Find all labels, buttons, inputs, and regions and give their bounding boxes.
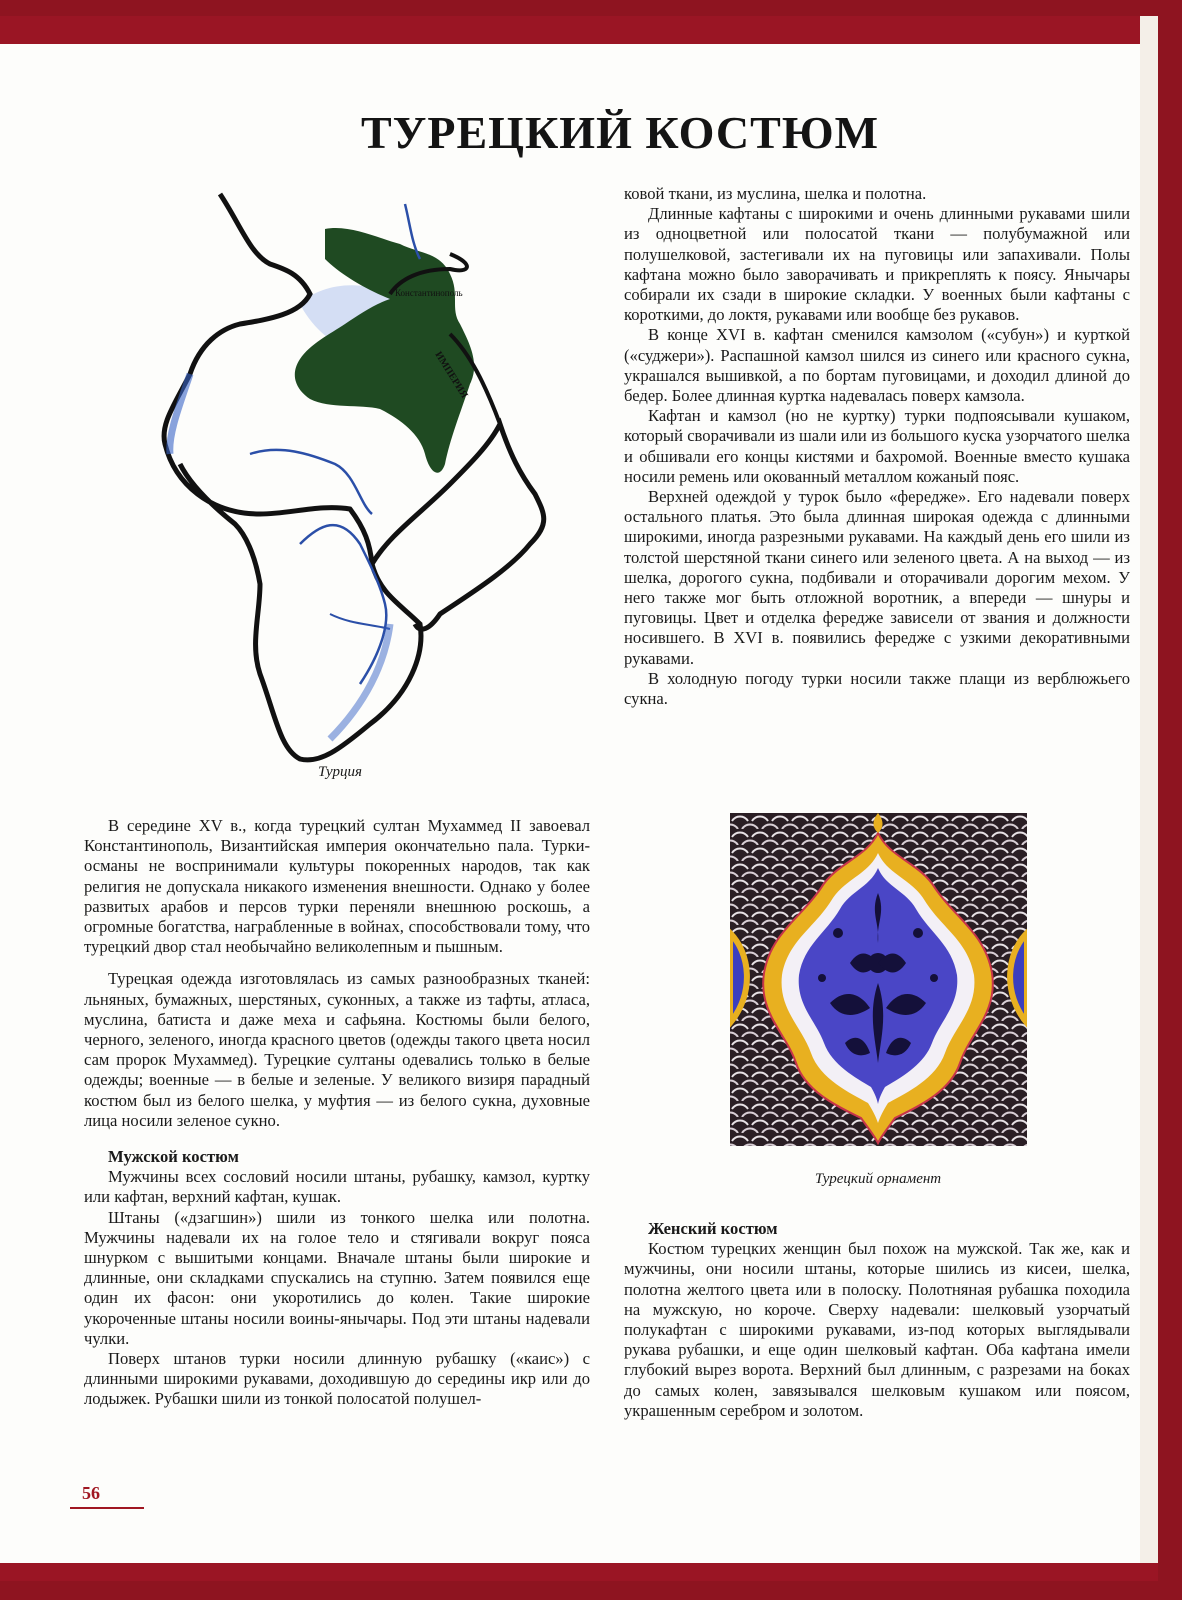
right-column <box>624 184 1130 709</box>
bottom-border <box>0 1563 1158 1581</box>
page-number-rule <box>70 1507 144 1509</box>
ornament-illustration <box>730 813 1027 1146</box>
page-title: ТУРЕЦКИЙ КОСТЮМ <box>360 107 880 158</box>
page-edge <box>1140 16 1158 1581</box>
paragraph: Турецкая одежда изготовлялась из самых разнообразных тканей: льняных, бумажных, шерстяных, суконных, а также из тафты, атласа, муслина, батиста и даже меха и сафьяна. Костюмы были белого, черного, зеленого, иногда красного цветов (одежды такого цвета носил сам пророк Мухаммед). Турецкие султаны одевались только в белые одежды; военные — в белые и зеленые. У великого визиря парадный костюм был из белого шелка, у муфтия — из белого сукна, духовные лица носили зеленое сукно. <box>84 969 590 1130</box>
women-section <box>624 1219 1130 1421</box>
paragraph: В конце XVI в. кафтан сменился камзолом («субун») и курткой («суджери»). Распашной камзол шился из синего или красного сукна, украшался вышивкой, а по бортам пуговицами, и доходил длиной до бедер. Более длинная куртка надевалась поверх камзола. <box>624 325 1130 406</box>
paragraph: В середине XV в., когда турецкий султан Мухаммед II завоевал Константинополь, Византийская империя окончательно пала. Турки-османы не воспринимали культуры покоренных народов, так как религия не допускала никакого изменения внешности. Однако у более развитых арабов и персов турки переняли внешнюю роскошь, а огромные богатства, награбленные в войнах, способствовали тому, что турецкий двор стал необычайно великолепным и пышным. <box>84 816 590 957</box>
paragraph: Мужчины всех сословий носили штаны, рубашку, камзол, куртку или кафтан, верхний кафтан, кушак. <box>84 1167 590 1207</box>
top-border <box>0 16 1158 44</box>
paragraph: ковой ткани, из муслина, шелка и полотна. <box>624 184 927 203</box>
paragraph: Штаны («дзагшин») шили из тонкого шелка или полотна. Мужчины надевали их на голое тело и стягивали вокруг пояса шнурком с вышитыми концами. Вначале штаны были широкие и длинные, они складками спускались на ступню. Затем появился еще один их фасон: они укоротились до колен. Такие широкие укороченные штаны носили воины-янычары. Под эти штаны надевали чулки. <box>84 1207 590 1348</box>
city-label: Константинополь <box>395 288 463 298</box>
paragraph: Кафтан и камзол (но не куртку) турки подпоясывали кушаком, который сворачивали из шали или из большого куска узорчатого шелка и обшивали его концы кистями и бахромой. Военные вместо кушака носили ремень или окованный металлом кожаный пояс. <box>624 406 1130 486</box>
empire-label: ИМПЕРИЯ <box>432 349 470 401</box>
map-caption: Турция <box>318 764 362 780</box>
paragraph: Поверх штанов турки носили длинную рубашку («каис») с длинными широкими рукавами, доходившую до середины икр или до лодыжек. Рубашки шили из тонкой полосатой полушел- <box>84 1349 590 1409</box>
page-number: 56 <box>82 1483 100 1503</box>
paragraph: Костюм турецких женщин был похож на мужской. Так же, как и мужчины, они носили штаны, которые шились из кисеи, шелка, полотна желтого цвета или в полоску. Полотняная рубашка походила на мужскую, но короче. Сверху надевали: шелковый узорчатый полукафтан с широкими рукавами, из-под которых выглядывали рукава рубашки, и еще один шелковый кафтан. Оба кафтана имели глубокий вырез ворота. Верхний был длинным, с разрезами на боках до самых колен, завязывался шелковым кушаком или поясом, украшенным серебром и золотом. <box>624 1239 1130 1420</box>
ornament-caption: Турецкий орнамент <box>814 1171 942 1187</box>
book-page <box>0 16 1158 1581</box>
section-heading-men: Мужской костюм <box>108 1147 239 1167</box>
left-column <box>84 816 590 1410</box>
paragraph: В холодную погоду турки носили также плащи из верблюжьего сукна. <box>624 668 1130 709</box>
paragraph: Длинные кафтаны с широкими и очень длинными рукавами шили из одноцветной или полосатой ткани — полубумажной или полушелковой, застегивали их на пуговицы или запахивали. Полы кафтана можно было заворачивать и прикреплять к поясу. Янычары собирали их сзади в широкие складки. У военных были кафтаны с короткими, до локтя, рукавами или вообще без рукавов. <box>624 204 1130 325</box>
turkish-ornament-image <box>730 813 1027 1146</box>
section-heading-women: Женский костюм <box>648 1219 778 1238</box>
paragraph: Верхней одеждой у турок было «фередже». Его надевали поверх остального платья. Это была длинная широкая одежда с длинными широкими, иногда разрезными рукавами. На каждый день его шили из толстой шерстяной ткани синего или зеленого цвета. А на выход — из шелка, дорогого сукна, подбивали и оторачивали дорогим мехом. У него также мог быть отложной воротник, а впереди — шнуры и пуговицы. Цвет и отделка фередже зависели от звания и должности носившего. В XVI в. появились фередже с узкими декоративными рукавами. <box>624 487 1130 668</box>
map-illustration <box>150 184 600 769</box>
map-of-turkey <box>150 184 600 769</box>
